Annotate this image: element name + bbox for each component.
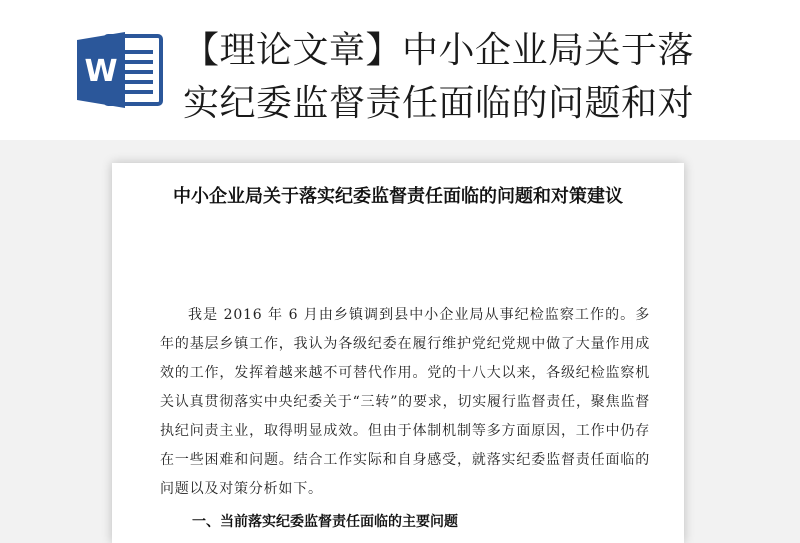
banner-title-line-2: 实纪委监督责任面临的问题和对 [183, 83, 695, 124]
banner-title [183, 24, 783, 130]
word-logo-letter: W [84, 54, 118, 89]
banner-title-line-1: 【理论文章】中小企业局关于落 [183, 30, 695, 71]
intro-paragraph: 我是 2016 年 6 月由乡镇调到县中小企业局从事纪检监察工作的。多年的基层乡镇工作，我认为各级纪委在履行维护党纪党规中做了大量作用成效的工作，发挥着越来越不可替代作用。党的十八大以来，各级纪检监察机关认真贯彻落实中央纪委关于“三转”的要求，切实履行监督责任，聚焦监督执纪问责主业，取得明显成效。但由于体制机制等多方面原因，工作中仍存在一些困难和问题。结合工作实际和自身感受，就落实纪委监督责任面临的问题以及对策分析如下。 [160, 307, 650, 497]
document-page [112, 163, 684, 543]
document-title: 中小企业局关于落实纪委监督责任面临的问题和对策建议 [173, 186, 623, 207]
word-document-icon [75, 28, 165, 112]
section-heading: 一、当前落实纪委监督责任面临的主要问题 [192, 514, 458, 530]
